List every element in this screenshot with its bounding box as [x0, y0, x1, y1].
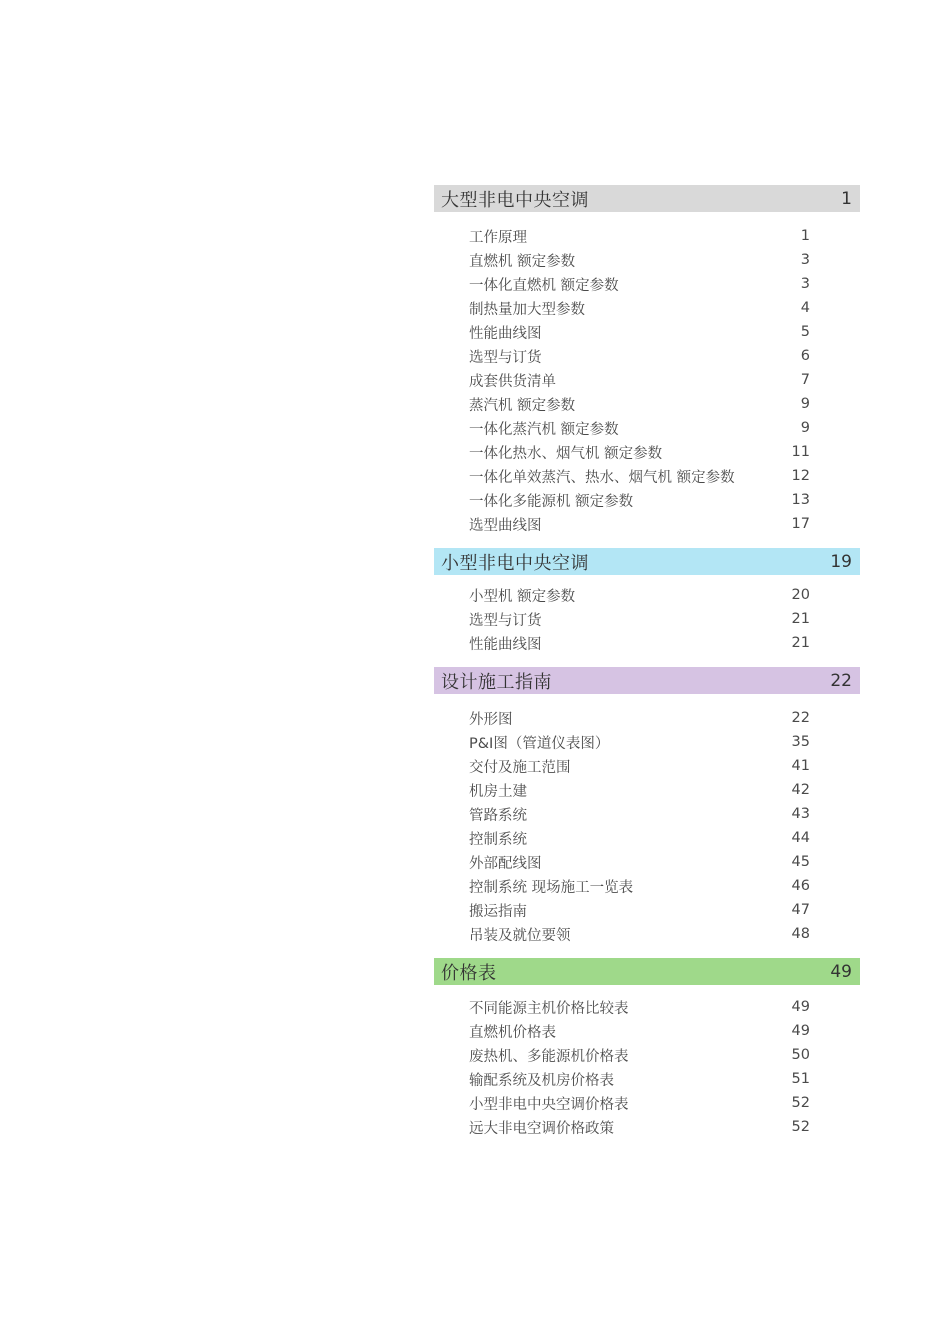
toc-entry[interactable]: [434, 224, 860, 248]
toc-entry[interactable]: [434, 706, 860, 730]
entry-label: 外形图: [469, 711, 513, 728]
entry-label: 性能曲线图: [469, 325, 542, 342]
entry-page-number: 17: [791, 516, 810, 532]
table-of-contents: [434, 185, 860, 1139]
entry-page-number: 50: [791, 1047, 810, 1063]
entry-label: 制热量加大型参数: [469, 301, 585, 318]
toc-entry[interactable]: [434, 1067, 860, 1091]
toc-entry[interactable]: [434, 898, 860, 922]
entry-label: 成套供货清单: [469, 373, 556, 390]
toc-entry[interactable]: [434, 922, 860, 946]
entry-label: 外部配线图: [469, 855, 542, 872]
toc-entry[interactable]: [434, 730, 860, 754]
entry-page-number: 52: [791, 1095, 810, 1111]
entry-label: 直燃机价格表: [469, 1024, 556, 1041]
entry-label: 一体化单效蒸汽、热水、烟气机 额定参数: [469, 469, 735, 486]
toc-entry[interactable]: [434, 440, 860, 464]
entry-page-number: 3: [800, 252, 810, 268]
entry-label: 一体化多能源机 额定参数: [469, 493, 634, 510]
section-entries: [434, 583, 860, 655]
entry-label: 小型非电中央空调价格表: [469, 1096, 629, 1113]
section-title: 小型非电中央空调: [441, 552, 589, 574]
section-title: 大型非电中央空调: [441, 189, 589, 211]
entry-page-number: 7: [800, 372, 810, 388]
entry-label: 选型与订货: [469, 612, 542, 629]
toc-entry[interactable]: [434, 320, 860, 344]
toc-entry[interactable]: [434, 1091, 860, 1115]
toc-section: [434, 548, 860, 655]
section-entries: [434, 995, 860, 1139]
toc-entry[interactable]: [434, 512, 860, 536]
toc-entry[interactable]: [434, 826, 860, 850]
entry-page-number: 42: [791, 782, 810, 798]
entry-page-number: 21: [791, 611, 810, 627]
toc-entry[interactable]: [434, 802, 860, 826]
entry-label: 控制系统: [469, 831, 527, 848]
entry-page-number: 52: [791, 1119, 810, 1135]
section-title: 价格表: [441, 962, 497, 984]
toc-entry[interactable]: [434, 874, 860, 898]
entry-page-number: 49: [791, 999, 810, 1015]
entry-page-number: 41: [791, 758, 810, 774]
entry-label: 一体化热水、烟气机 额定参数: [469, 445, 663, 462]
entry-page-number: 1: [800, 228, 810, 244]
toc-section: [434, 667, 860, 946]
toc-entry[interactable]: [434, 368, 860, 392]
toc-entry[interactable]: [434, 850, 860, 874]
toc-entry[interactable]: [434, 778, 860, 802]
section-page-number: 1: [841, 188, 852, 209]
entry-label: 工作原理: [469, 229, 527, 246]
section-header[interactable]: [434, 667, 860, 694]
entry-page-number: 6: [800, 348, 810, 364]
entry-label: 输配系统及机房价格表: [469, 1072, 614, 1089]
entry-page-number: 43: [791, 806, 810, 822]
section-page-number: 49: [830, 961, 852, 982]
toc-entry[interactable]: [434, 1019, 860, 1043]
entry-page-number: 51: [791, 1071, 810, 1087]
section-page-number: 22: [830, 670, 852, 691]
entry-label: 直燃机 额定参数: [469, 253, 576, 270]
entry-label: 一体化蒸汽机 额定参数: [469, 421, 619, 438]
toc-entry[interactable]: [434, 272, 860, 296]
toc-section: [434, 958, 860, 1139]
entry-page-number: 3: [800, 276, 810, 292]
toc-entry[interactable]: [434, 464, 860, 488]
entry-label: 性能曲线图: [469, 636, 542, 653]
entry-label: P&I图（管道仪表图）: [469, 735, 610, 752]
entry-label: 吊装及就位要领: [469, 927, 571, 944]
entry-page-number: 48: [791, 926, 810, 942]
entry-label: 管路系统: [469, 807, 527, 824]
entry-page-number: 11: [791, 444, 810, 460]
section-title: 设计施工指南: [441, 671, 552, 693]
entry-page-number: 20: [791, 587, 810, 603]
entry-label: 废热机、多能源机价格表: [469, 1048, 629, 1065]
entry-label: 选型曲线图: [469, 517, 542, 534]
entry-label: 小型机 额定参数: [469, 588, 576, 605]
entry-label: 选型与订货: [469, 349, 542, 366]
entry-label: 不同能源主机价格比较表: [469, 1000, 629, 1017]
entry-page-number: 9: [800, 420, 810, 436]
entry-label: 蒸汽机 额定参数: [469, 397, 576, 414]
toc-entry[interactable]: [434, 607, 860, 631]
section-header[interactable]: [434, 185, 860, 212]
entry-page-number: 21: [791, 635, 810, 651]
entry-page-number: 44: [791, 830, 810, 846]
entry-page-number: 22: [791, 710, 810, 726]
toc-entry[interactable]: [434, 416, 860, 440]
toc-entry[interactable]: [434, 296, 860, 320]
entry-label: 控制系统 现场施工一览表: [469, 879, 634, 896]
toc-entry[interactable]: [434, 344, 860, 368]
section-page-number: 19: [830, 551, 852, 572]
entry-page-number: 49: [791, 1023, 810, 1039]
entry-page-number: 4: [800, 300, 810, 316]
entry-page-number: 47: [791, 902, 810, 918]
section-entries: [434, 224, 860, 536]
entry-label: 交付及施工范围: [469, 759, 571, 776]
section-header[interactable]: [434, 548, 860, 575]
toc-section: [434, 185, 860, 536]
toc-entry[interactable]: [434, 754, 860, 778]
toc-entry[interactable]: [434, 392, 860, 416]
toc-entry[interactable]: [434, 248, 860, 272]
entry-label: 一体化直燃机 额定参数: [469, 277, 619, 294]
entry-label: 远大非电空调价格政策: [469, 1120, 614, 1137]
toc-entry[interactable]: [434, 631, 860, 655]
entry-label: 机房土建: [469, 783, 527, 800]
entry-label: 搬运指南: [469, 903, 527, 920]
toc-entry[interactable]: [434, 995, 860, 1019]
toc-entry[interactable]: [434, 583, 860, 607]
entry-page-number: 46: [791, 878, 810, 894]
toc-entry[interactable]: [434, 1043, 860, 1067]
entry-page-number: 35: [791, 734, 810, 750]
entry-page-number: 45: [791, 854, 810, 870]
entry-page-number: 12: [791, 468, 810, 484]
toc-entry[interactable]: [434, 488, 860, 512]
toc-entry[interactable]: [434, 1115, 860, 1139]
section-entries: [434, 706, 860, 946]
section-header[interactable]: [434, 958, 860, 985]
entry-page-number: 5: [800, 324, 810, 340]
entry-page-number: 9: [800, 396, 810, 412]
entry-page-number: 13: [791, 492, 810, 508]
